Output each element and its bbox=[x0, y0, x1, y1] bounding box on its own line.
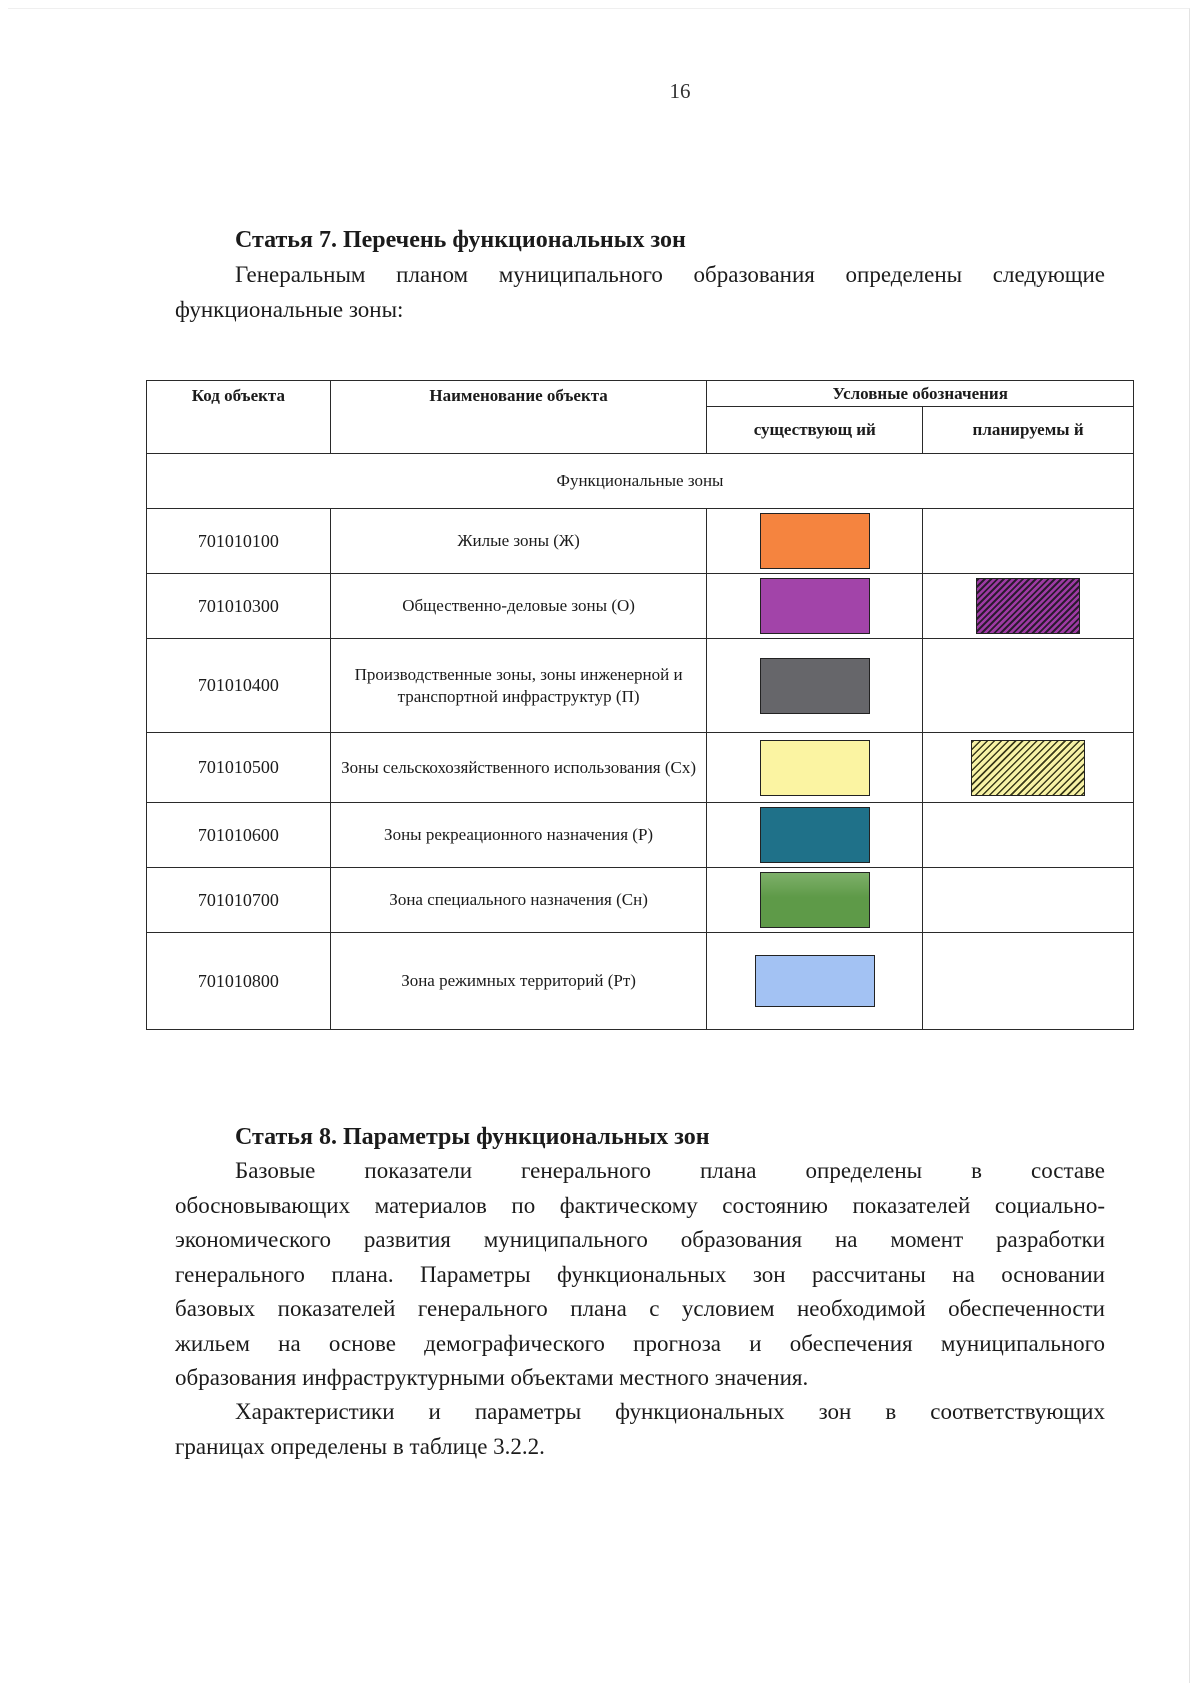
article-7-heading: Статья 7. Перечень функциональных зон bbox=[235, 227, 686, 253]
zone-name: Общественно-деловые зоны (О) bbox=[330, 574, 707, 639]
existing-legend-cell bbox=[707, 509, 923, 574]
group-label-functional-zones: Функциональные зоны bbox=[147, 454, 1134, 509]
planned-legend-cell bbox=[923, 933, 1134, 1030]
existing-legend-cell bbox=[707, 639, 923, 733]
article-8-heading: Статья 8. Параметры функциональных зон bbox=[235, 1124, 710, 1150]
header-legend: Условные обозначения bbox=[707, 381, 1134, 407]
paragraph-line: генерального плана. Параметры функциональных зон рассчитаны на основании bbox=[175, 1261, 1105, 1287]
zone-name: Производственные зоны, зоны инженерной и транспортной инфраструктур (П) bbox=[330, 639, 707, 733]
paragraph-line: Генеральным планом муниципального образования определены следующие bbox=[235, 262, 1105, 287]
existing-color-swatch bbox=[760, 658, 870, 714]
paragraph-line: обосновывающих материалов по фактическому состоянию показателей социально- bbox=[175, 1192, 1105, 1218]
functional-zones-table bbox=[146, 380, 1134, 1030]
paragraph-line: Характеристики и параметры функциональных зон в соответствующих bbox=[235, 1399, 1105, 1424]
paragraph-line: функциональные зоны: bbox=[175, 296, 404, 322]
planned-hatched-swatch bbox=[976, 578, 1080, 634]
table-row bbox=[147, 509, 1134, 574]
zone-code: 701010300 bbox=[147, 574, 331, 639]
zone-name: Зоны сельскохозяйственного использования (Сх) bbox=[330, 733, 707, 803]
article-7-paragraph bbox=[175, 258, 1105, 327]
table-row bbox=[147, 868, 1134, 933]
paragraph-line: образования инфраструктурными объектами местного значения. bbox=[175, 1365, 809, 1390]
planned-legend-cell bbox=[923, 639, 1134, 733]
zone-name: Зона режимных территорий (Рт) bbox=[330, 933, 707, 1030]
zone-code: 701010400 bbox=[147, 639, 331, 733]
existing-legend-cell bbox=[707, 868, 923, 933]
existing-color-swatch bbox=[760, 807, 870, 863]
header-code: Код объекта bbox=[147, 381, 331, 454]
zone-name: Жилые зоны (Ж) bbox=[330, 509, 707, 574]
zone-code: 701010500 bbox=[147, 733, 331, 803]
planned-legend-cell bbox=[923, 574, 1134, 639]
existing-color-swatch bbox=[760, 578, 870, 634]
article-8-paragraph-2 bbox=[175, 1395, 1105, 1464]
paragraph-line: границах определены в таблице 3.2.2. bbox=[175, 1433, 545, 1459]
table-row bbox=[147, 574, 1134, 639]
table-row bbox=[147, 933, 1134, 1030]
zone-code: 701010100 bbox=[147, 509, 331, 574]
table-row bbox=[147, 639, 1134, 733]
planned-legend-cell bbox=[923, 509, 1134, 574]
table-row bbox=[147, 733, 1134, 803]
zone-code: 701010600 bbox=[147, 803, 331, 868]
existing-legend-cell bbox=[707, 803, 923, 868]
zone-name: Зоны рекреационного назначения (Р) bbox=[330, 803, 707, 868]
zone-code: 701010700 bbox=[147, 868, 331, 933]
paragraph-line: Базовые показатели генерального плана определены в составе bbox=[235, 1158, 1105, 1183]
header-existing: существующ ий bbox=[707, 407, 923, 454]
zone-name: Зона специального назначения (Сн) bbox=[330, 868, 707, 933]
table-row bbox=[147, 803, 1134, 868]
existing-color-swatch bbox=[760, 872, 870, 928]
existing-legend-cell bbox=[707, 733, 923, 803]
paragraph-line: базовых показателей генерального плана с условием необходимой обеспеченности bbox=[175, 1296, 1105, 1321]
existing-legend-cell bbox=[707, 933, 923, 1030]
planned-legend-cell bbox=[923, 733, 1134, 803]
existing-color-swatch bbox=[755, 955, 875, 1007]
paragraph-line: жильем на основе демографического прогноза и обеспечения муниципального bbox=[175, 1330, 1105, 1356]
header-name: Наименование объекта bbox=[330, 381, 707, 454]
zone-code: 701010800 bbox=[147, 933, 331, 1030]
paragraph-line: экономического развития муниципального образования на момент разработки bbox=[175, 1227, 1105, 1252]
page-number: 16 bbox=[669, 79, 691, 103]
existing-color-swatch bbox=[760, 513, 870, 569]
planned-legend-cell bbox=[923, 868, 1134, 933]
planned-legend-cell bbox=[923, 803, 1134, 868]
existing-legend-cell bbox=[707, 574, 923, 639]
planned-hatched-swatch bbox=[971, 740, 1085, 796]
article-8-paragraph-1 bbox=[175, 1154, 1105, 1396]
header-planned: планируемы й bbox=[923, 407, 1134, 454]
existing-color-swatch bbox=[760, 740, 870, 796]
